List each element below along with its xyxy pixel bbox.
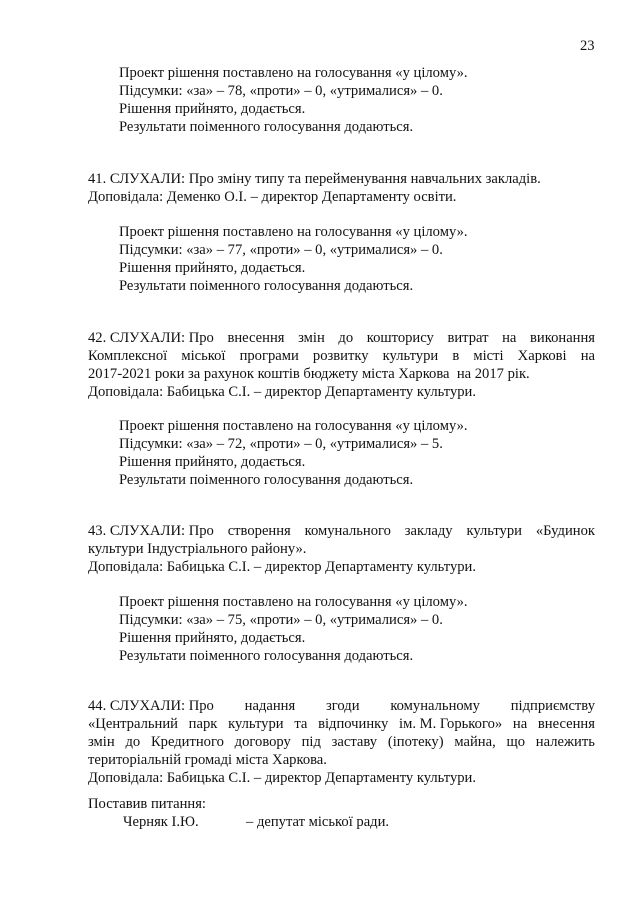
heard-line: культури Індустріального району». <box>88 541 307 557</box>
word: Кредитного <box>150 734 224 750</box>
word: розвитку <box>312 348 369 364</box>
word: 43. СЛУХАЛИ: Про <box>88 523 214 539</box>
word: підприємству <box>510 698 595 714</box>
word: внесення <box>227 330 285 346</box>
word: витрат <box>447 330 489 346</box>
speaker-line: Доповідала: Бабицька С.І. – директор Департаменту культури. <box>88 770 477 786</box>
question-role: – депутат міської ради. <box>246 814 390 830</box>
word: змін <box>298 330 325 346</box>
page-number: 23 <box>580 38 595 54</box>
word: на <box>512 716 528 732</box>
word: створення <box>227 523 291 539</box>
word: на <box>502 330 517 346</box>
word: ім. М. Горького» <box>399 716 503 732</box>
heard-line: територіальній громаді міста Харкова. <box>88 752 327 768</box>
word: договору <box>234 734 291 750</box>
word: комунальному <box>390 698 480 714</box>
word: майна, <box>454 734 496 750</box>
word: культури <box>228 716 284 732</box>
heard-line: 41. СЛУХАЛИ: Про зміну типу та перейменування навчальних закладів. <box>88 171 541 187</box>
word: до <box>125 734 141 750</box>
vote-line: Проект рішення поставлено на голосування «у цілому». <box>119 418 468 434</box>
heard-line <box>88 329 595 347</box>
word: програми <box>239 348 299 364</box>
word: «Будинок <box>535 523 595 539</box>
word: культури <box>382 348 439 364</box>
vote-line: Підсумки: «за» – 77, «проти» – 0, «утрималися» – 0. <box>119 242 443 258</box>
word: заставу <box>331 734 378 750</box>
word: міської <box>181 348 226 364</box>
word: змін <box>88 734 115 750</box>
vote-line: Результати поіменного голосування додаються. <box>119 278 414 294</box>
vote-line: Підсумки: «за» – 78, «проти» – 0, «утрималися» – 0. <box>119 83 443 99</box>
vote-line: Результати поіменного голосування додаються. <box>119 472 414 488</box>
word: парк <box>188 716 218 732</box>
word: місті <box>473 348 504 364</box>
word: культури <box>466 523 522 539</box>
vote-line: Результати поіменного голосування додаються. <box>119 648 414 664</box>
word: 42. СЛУХАЛИ: Про <box>88 330 214 346</box>
word: належить <box>535 734 595 750</box>
word: та <box>294 716 308 732</box>
vote-line: Рішення прийнято, додається. <box>119 454 306 470</box>
word: надання <box>244 698 296 714</box>
word: закладу <box>404 523 453 539</box>
vote-line: Підсумки: «за» – 72, «проти» – 0, «утрималися» – 5. <box>119 436 443 452</box>
speaker-line: Доповідала: Бабицька С.І. – директор Департаменту культури. <box>88 559 477 575</box>
heard-line <box>88 347 595 365</box>
vote-line: Проект рішення поставлено на голосування «у цілому». <box>119 224 468 240</box>
vote-line: Рішення прийнято, додається. <box>119 101 306 117</box>
word: Харкові <box>517 348 567 364</box>
word: відпочинку <box>318 716 389 732</box>
vote-line: Підсумки: «за» – 75, «проти» – 0, «утрималися» – 0. <box>119 612 443 628</box>
vote-line: Рішення прийнято, додається. <box>119 630 306 646</box>
word: (іпотеку) <box>387 734 444 750</box>
word: комунального <box>304 523 391 539</box>
word: в <box>452 348 460 364</box>
vote-line: Рішення прийнято, додається. <box>119 260 306 276</box>
heard-line <box>88 715 595 733</box>
heard-line <box>88 522 595 540</box>
word: 44. СЛУХАЛИ: Про <box>88 698 214 714</box>
word: кошторису <box>366 330 434 346</box>
speaker-line: Доповідала: Деменко О.І. – директор Департаменту освіти. <box>88 189 457 205</box>
question-person: Черняк І.Ю. <box>123 814 199 830</box>
speaker-line: Доповідала: Бабицька С.І. – директор Департаменту культури. <box>88 384 477 400</box>
vote-line: Проект рішення поставлено на голосування «у цілому». <box>119 65 468 81</box>
word: до <box>338 330 354 346</box>
question-label: Поставив питання: <box>88 796 206 812</box>
word: Комплексної <box>88 348 168 364</box>
heard-line: 2017-2021 роки за рахунок коштів бюджету міста Харкова на 2017 рік. <box>88 366 530 382</box>
word: під <box>301 734 321 750</box>
word: «Центральний <box>88 716 178 732</box>
word: що <box>506 734 526 750</box>
word: на <box>580 348 595 364</box>
word: згоди <box>326 698 360 714</box>
vote-line: Проект рішення поставлено на голосування «у цілому». <box>119 594 468 610</box>
vote-line: Результати поіменного голосування додаються. <box>119 119 414 135</box>
word: внесення <box>537 716 595 732</box>
heard-line <box>88 733 595 751</box>
heard-line <box>88 697 595 715</box>
word: виконання <box>530 330 595 346</box>
